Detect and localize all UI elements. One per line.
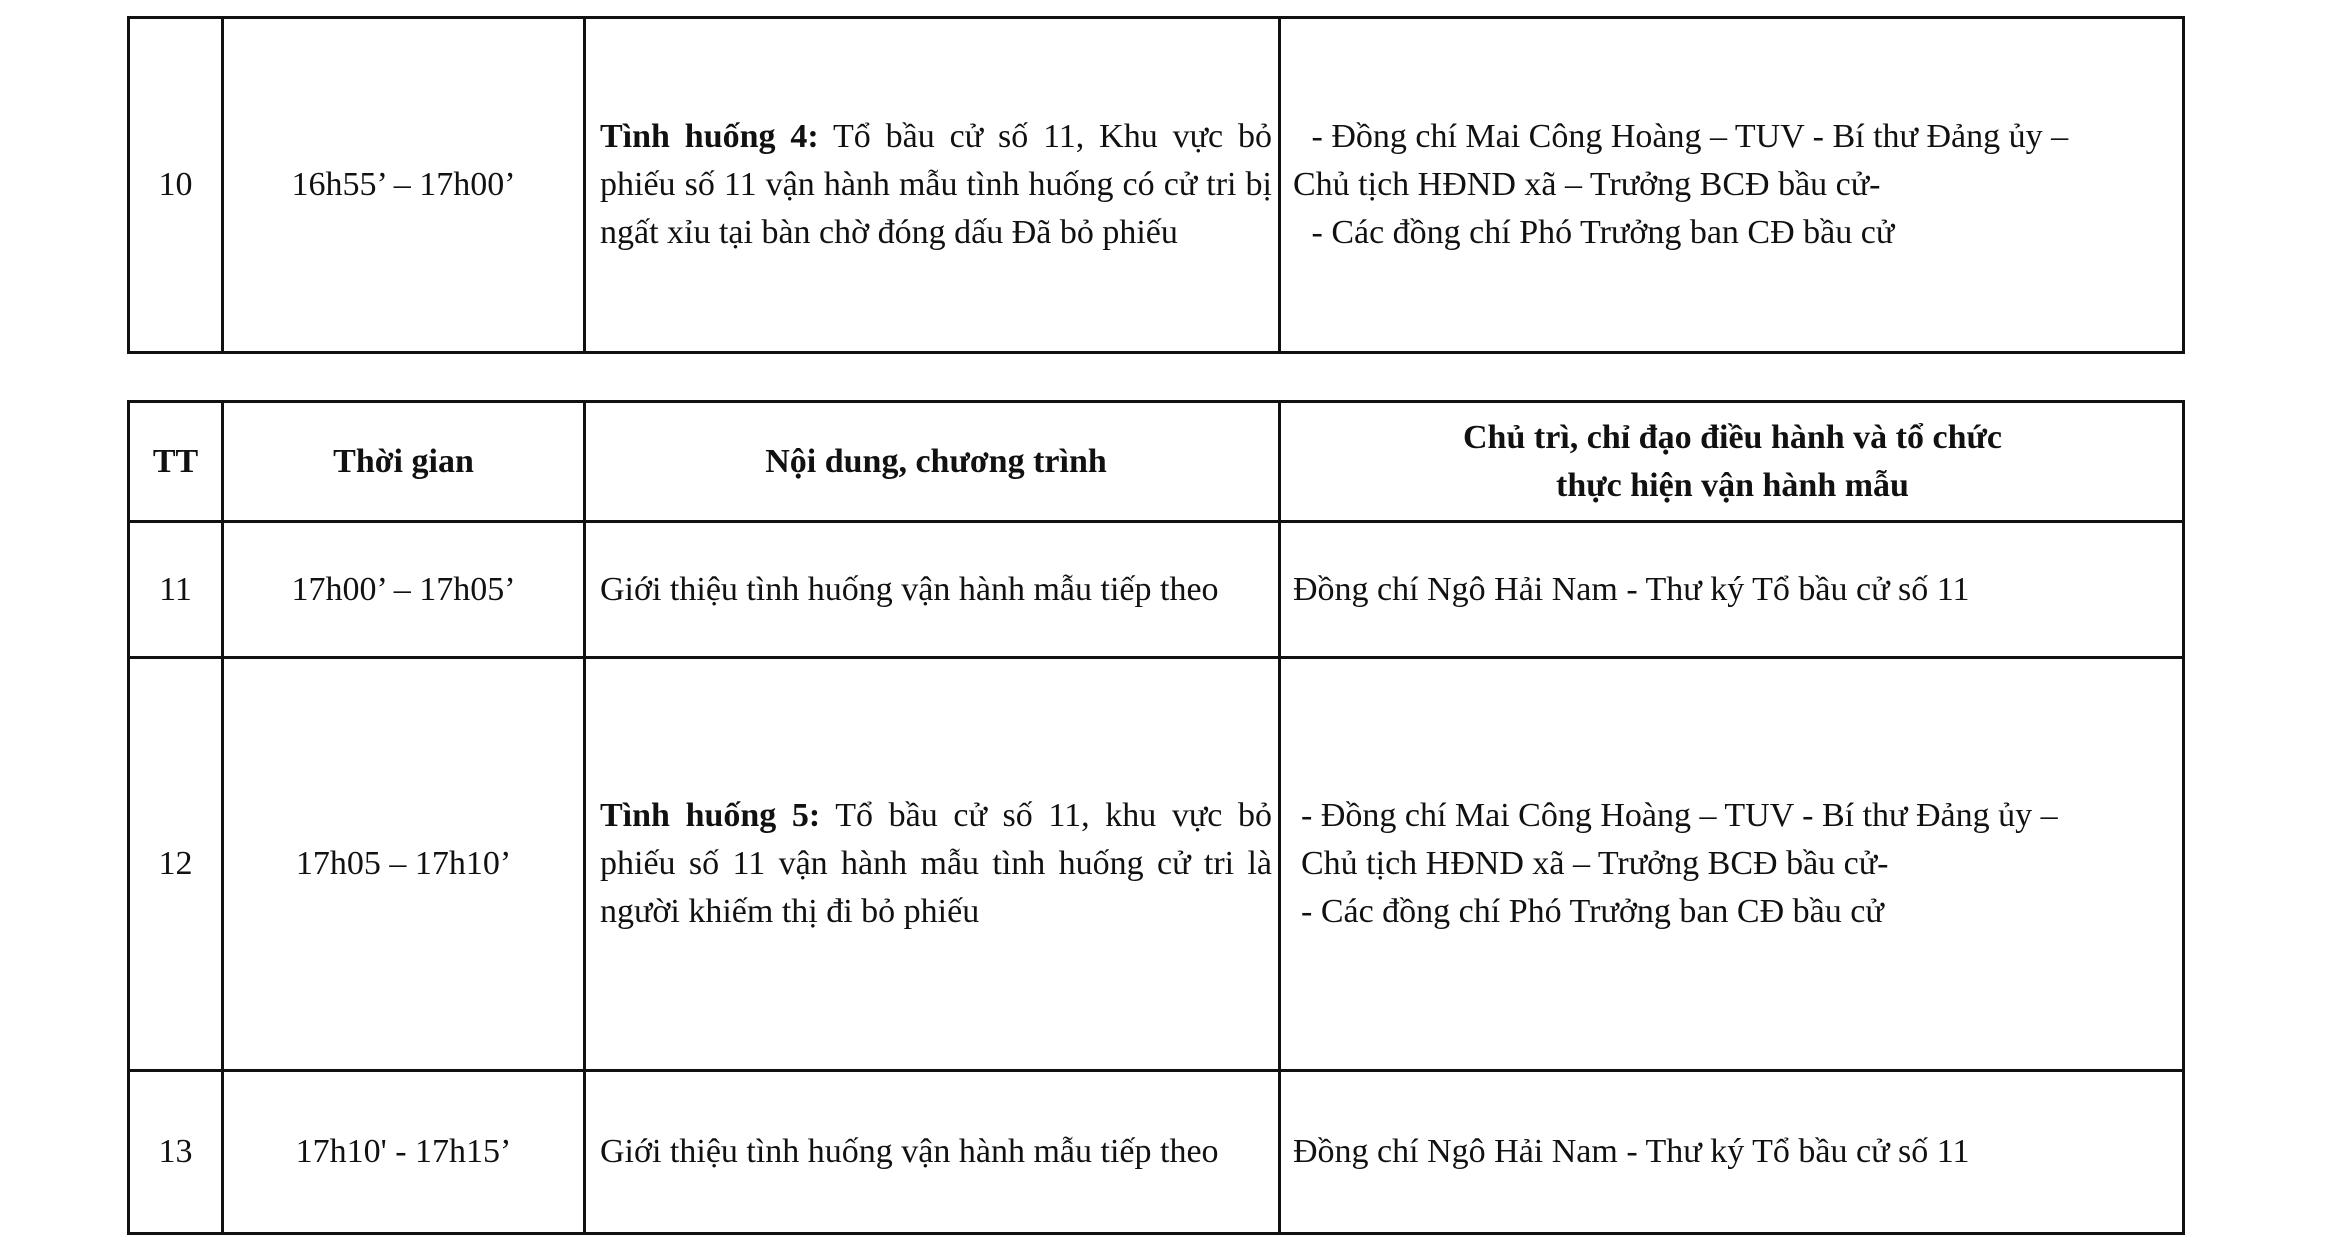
assignee-cell: [1280, 658, 2184, 1071]
row-number: 13: [129, 1071, 223, 1234]
content-cell: Giới thiệu tình huống vận hành mẫu tiếp theo: [585, 522, 1280, 658]
content-cell: [585, 18, 1280, 353]
schedule-table-part-1: [127, 16, 2185, 354]
content-cell: [585, 658, 1280, 1071]
time-range: 17h00’ – 17h05’: [223, 522, 585, 658]
header-assignee-line: thực hiện vận hành mẫu: [1556, 466, 1909, 504]
row-number: 11: [129, 522, 223, 658]
assignee-line: - Đồng chí Mai Công Hoàng – TUV - Bí thư Đảng ủy –: [1301, 797, 2058, 834]
row-number: 12: [129, 658, 223, 1071]
header-assignee: [1280, 402, 2184, 522]
table-row: [129, 658, 2184, 1071]
header-tt: TT: [129, 402, 223, 522]
schedule-table-part-2: [127, 400, 2185, 1235]
assignee-cell: Đồng chí Ngô Hải Nam - Thư ký Tổ bầu cử số 11: [1280, 522, 2184, 658]
content-cell: Giới thiệu tình huống vận hành mẫu tiếp theo: [585, 1071, 1280, 1234]
scenario-text: Tổ bầu cử số 11, khu vực bỏ phiếu số 11 vận hành mẫu tình huống cử tri là người khiếm thị đi bỏ phiếu: [600, 797, 1272, 930]
header-content: Nội dung, chương trình: [585, 402, 1280, 522]
scenario-text: Tổ bầu cử số 11, Khu vực bỏ phiếu số 11 vận hành mẫu tình huống có cử tri bị ngất xỉu tại bàn chờ đóng dấu Đã bỏ phiếu: [600, 118, 1272, 251]
assignee-line: Chủ tịch HĐND xã – Trưởng BCĐ bầu cử-: [1301, 845, 1889, 882]
assignee-line: Chủ tịch HĐND xã – Trưởng BCĐ bầu cử-: [1293, 166, 1881, 203]
assignee-cell: Đồng chí Ngô Hải Nam - Thư ký Tổ bầu cử số 11: [1280, 1071, 2184, 1234]
header-assignee-line: Chủ trì, chỉ đạo điều hành và tổ chức: [1463, 418, 2002, 456]
scenario-label: Tình huống 5:: [600, 797, 821, 834]
time-range: 17h10' - 17h15’: [223, 1071, 585, 1234]
row-number: 10: [129, 18, 223, 353]
assignee-line: - Đồng chí Mai Công Hoàng – TUV - Bí thư Đảng ủy –: [1303, 118, 2069, 155]
assignee-line: - Các đồng chí Phó Trưởng ban CĐ bầu cử: [1303, 214, 1895, 251]
assignee-line: - Các đồng chí Phó Trưởng ban CĐ bầu cử: [1301, 893, 1884, 930]
time-range: 16h55’ – 17h00’: [223, 18, 585, 353]
time-range: 17h05 – 17h10’: [223, 658, 585, 1071]
scenario-label: Tình huống 4:: [600, 118, 819, 155]
table-row: [129, 522, 2184, 658]
assignee-cell: [1280, 18, 2184, 353]
table-row: [129, 1071, 2184, 1234]
table-header-row: [129, 402, 2184, 522]
header-time: Thời gian: [223, 402, 585, 522]
table-row: [129, 18, 2184, 353]
